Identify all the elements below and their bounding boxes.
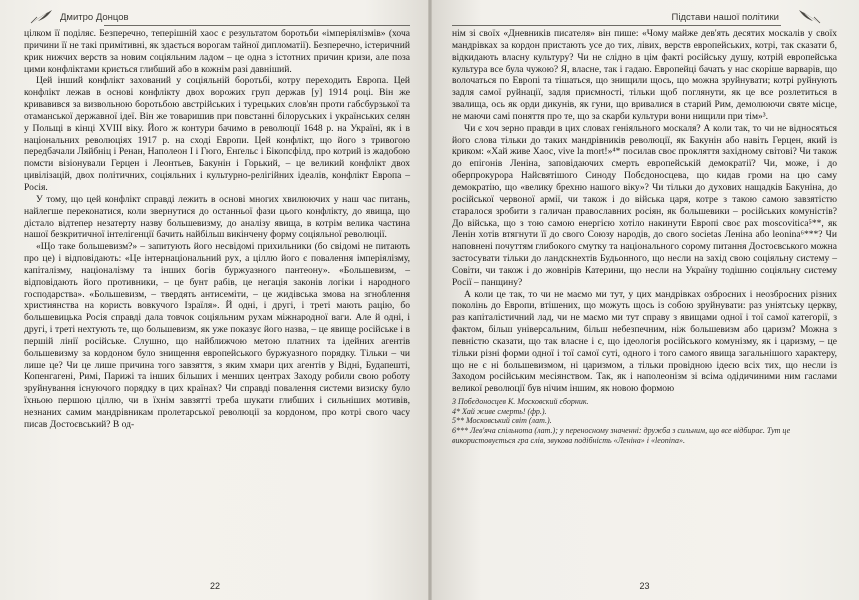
left-header-rule (104, 25, 410, 26)
right-page (430, 0, 859, 600)
paragraph: А коли це так, то чи не маємо ми тут, у цих мандрівках озброєних і неозброєних різних поколінь до Европи, втішених, що можуть щось із собою зруйнувати: раз уніятську церкву, раз капіталістичний лад, чи не маємо ми тут справу з явищами одної і тої самої категорії, з фактом, більш універсальним, більш небезпечним, ніж большевизм або царизм? Можна з певністю сказати, що так власне і є, що ідеологія російського комунізму, як і царизму, – це тільки різні форми одної і тої самої суті, одного і того самого явища загальнішого характеру, що не є ні большевизмом, ні царизмом, а тільки провідною ідеєю всіх тих, що несли із Заходом російським месіянством. Так, як і наполеонізм зі всіма одідичиними ним гаслами великої революції був нічим іншим, як новою формою (452, 288, 837, 395)
paragraph: «Що таке большевизм?» – запитують його несвідомі прихильники (бо свідомі не питають про це) і відповідають: «Це інтернаціональний рух, а ціллю його є повалення імперіялізму, капіталізму, націоналізму та інших богів буржуазного пантеону». «Большевизм, – відповідають його противники, – це бунт рабів, це негація законів логіки і народного господарства». «Большевизм, – твердять антисеміти, – це жидівська змова на згноблення християнства на користь вовкучого Ізраїля». Й одні, і другі, і треті мають рацію, бо большевицька Росія справді дала товчок соціяльним рухам міжнародної ваги. Але й одні, і другі, і треті нехтують те, що большевизм, як уже показує його назва, – це явище російське і в першій лінії російське. Слушно, що найближчою метою платних та ідейних агентів большевизму за кордоном було знищення европейського буржуазного порядку. Тільки – чи лише це? Чи це лише причина того завзяття, з яким хмари цих агентів у Відні, Будапешті, Копенгагені, Римі, Парижі та інших більших і менших центрах Заходу робили свою роботу зруйнування існуючого порядку в цих країнах? Чи справді повалення системи визиску було їхньою першою ціллю, чи в їхнім завзятті треба шукати глибших і сильніших мотивів, незнаних самим мандрівникам пролетарської революції за кордоном, про котрі свого часу писав Достоєвський? В од- (24, 241, 410, 430)
right-running-title: Підстави нашої політики (671, 12, 779, 23)
publisher-feather-logo-icon (797, 8, 823, 26)
paragraph: нім зі своїх «Дневників писателя» він пише: «Чому майже дев'ять десятих москалів у своїх мандрівках за кордон пристають усе до тих, лівих, верств европейських, котрі, так сказати б, відкидають власну культуру? Чи не слідно в цім факті російську душу, котрій европейська культура все була чужою? Я, власне, так і гадаю. Европейці бачать у нас скоріше варварів, що волочаться по Европі та тішаться, що знищили щось, що можна зруйнувати; котрі руйнують задля самої руйнації, задля приємності, тільки щоб поглянути, як це все розлетиться в звалища, ось як орди дикунів, як гуни, що вривалися в старий Рим, демолюючи святе місце, не маючи самі поняття про те, що за скарби культури вони нищили при тім»³. (452, 28, 837, 122)
right-page-number: 23 (639, 581, 650, 591)
left-body-text (24, 28, 410, 431)
left-page-header (24, 10, 410, 28)
right-body-text (452, 28, 837, 395)
right-page-header (452, 10, 837, 28)
footnotes (452, 397, 837, 445)
footnote: 4* Хай живе смерть! (фр.). (452, 406, 547, 416)
footnote: 6*** Лев'яча спільнота (лат.); у переносному значенні: дружба з сильним, що все відбирає. Тут це використовується гра слів, звукова подібність «Леніна» і «leonina». (452, 425, 791, 445)
paragraph: У тому, що цей конфлікт справді лежить в основі многих хвилюючих у наш час питань, найлегше переконатися, коли звернутися до останньої фази цього конфлікту, до явища, що дістало відтепер незатерту назву большевизму, до аналізу явища, в котрім велика частина нашої безкритичної інтелігенції бачить найбільш викінчену форму соціяльної революції. (24, 193, 410, 241)
footnote: 5** Московський світ (лат.). (452, 416, 552, 426)
footnote: 3 Побєдоносцев К. Московский сборник. (452, 397, 589, 407)
paragraph: цілком її поділяє. Безперечно, теперішній хаос є результатом боротьби «імперіялізмів» (хоча причини її не такі примітивні, як здається ворогам тайної дипломатії). Безперечно, істеричний крик нижчих верств за новим соціяльним ладом – це одна з істотних причин кризи, але поза цими конфліктами криється глибший або в кожнім разі давніший. (24, 28, 410, 75)
book-gutter (428, 0, 432, 600)
right-header-rule (452, 25, 781, 26)
left-running-title: Дмитро Донцов (60, 12, 129, 23)
publisher-feather-logo-icon (28, 8, 54, 26)
paragraph: Цей інший конфлікт захований у соціяльній боротьбі, котру переходить Европа. Цей конфлікт лежав в основі конфлікту двох ворожих груп держав [у] 1914 році. Він же кривавився за визвольною боротьбою австрійських і турецьких слов'ян проти габсбурзької та отаманської державної ідеї. Він же товаришив при повстанні білоруських і українських селян у Польщі в кінці XVIII віку. Його ж контури бачимо в революції 1648 р. на Україні, як і в національних революціях 1917 р. на сході Европи. Цей конфлікт, що його з тривогою передбачали Ляйбніц і Ренан, Наполеон І і Гюго, Енґельс і Бікопсфілд, про котрий із жадобою помсти візіонували Герцен і Леонтьев, Бакунін і Горький, – це великий конфлікт двох цивілізацій, двох політичних, соціяльних і культурно-релігійних ідеалів, конфлікт Европа – Росія. (24, 75, 410, 193)
left-page-number: 22 (209, 581, 220, 591)
paragraph: Чи є хоч зерно правди в цих словах геніяльного москаля? А коли так, то чи не відносяться його слова тільки до таких мандрівників революції, як Бакунін або навіть Герцен, який із криком: «Хай живе Хаос, vive la mort!»⁴* посилав своє прокляття західному світові? Чи також до епігонів Леніна, заповідаючих смерть европейській демократії? Чи, може, і до оберпрокурора Найсвятішого Синоду Побєдоносцева, що кидав громи на цю саму демократію, що «велику брехню нашого віку»? Чи тільки до духових нащадків Бакуніна, до російської червоної армії, чи також і до війська царя, котре з такою самою завзятістю старалося зробити з галичан православних росіян, як большевики – російських комуністів? До війська, що з тою самою енергією хотіло накинути Европі своє pax moscovitica⁵**, як Ленін хотів втягнути її до свого Союзу народів, до свого societas Леніна або leonina⁶***? Чи наповнені почуттям глибокого смутку та національного сорому питання Достоєвського можна застосувати тільки до ландскнехтів Будьонного, що несли на захід свою соціяльну систему – Совіти, чи також і до жовнірів Катерини, що несли на Україну тодішню соціяльну систему Росії – панщину? (452, 122, 837, 288)
